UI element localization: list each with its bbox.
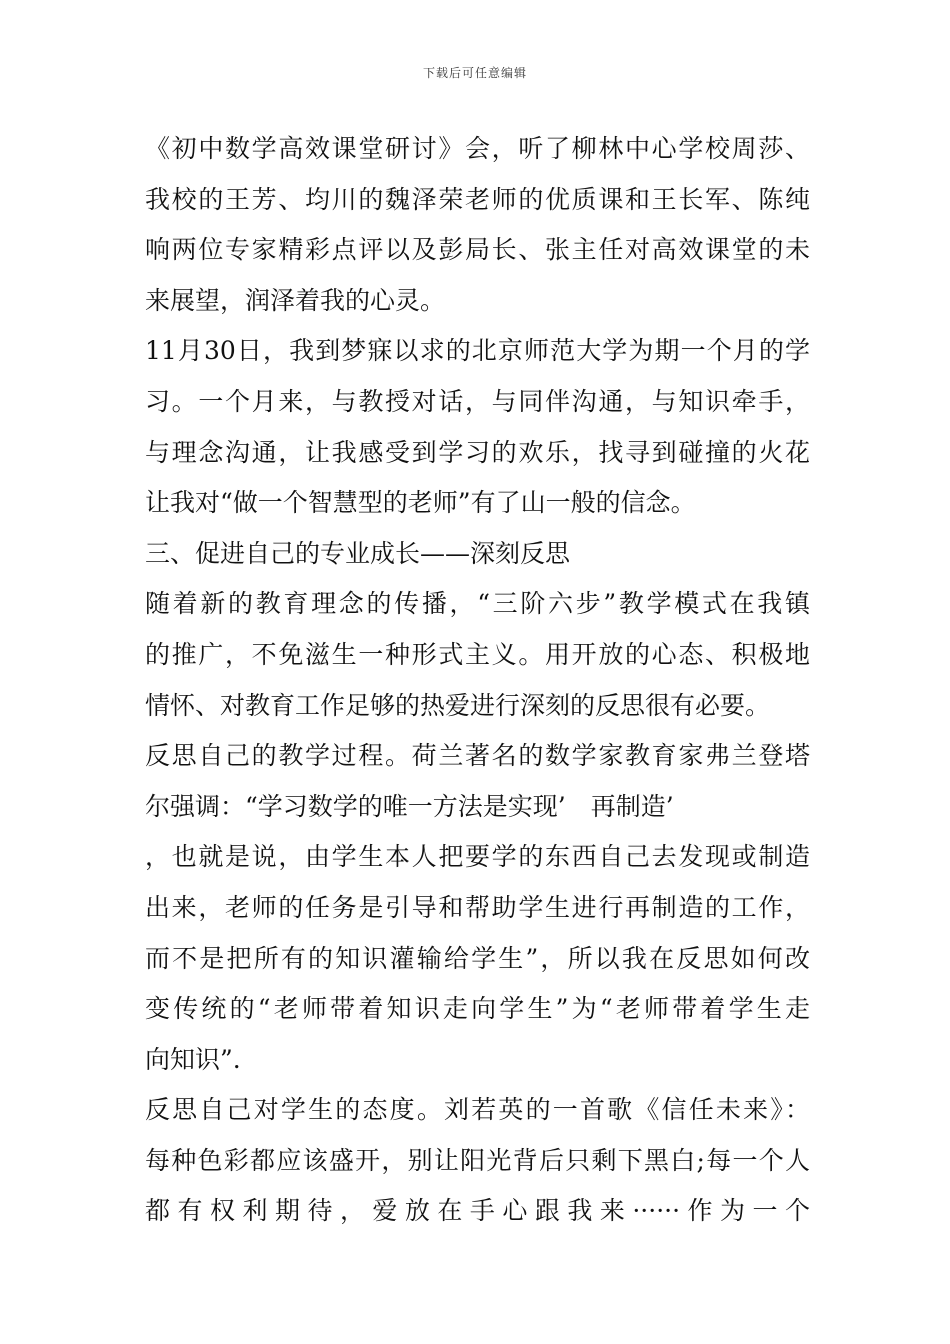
text-line: 出来，老师的任务是引导和帮助学生进行再制造的工作，: [145, 892, 810, 922]
text-line: 尔强调：“学习数学的唯一方法是实现’ 再制造’: [145, 791, 674, 821]
text-line: 反思自己对学生的态度。刘若英的一首歌《信任未来》：: [145, 1095, 810, 1125]
text-line: 11月30日，我到梦寐以求的北京师范大学为期一个月的学: [145, 336, 810, 366]
text-line: 我校的王芳、均川的魏泽荣老师的优质课和王长军、陈纯: [145, 184, 810, 214]
text-line: 每种色彩都应该盛开，别让阳光背后只剩下黑白;每一个人: [145, 1145, 810, 1175]
text-line: 情怀、对教育工作足够的热爱进行深刻的反思很有必要。: [145, 690, 771, 720]
text-line: 的推广，不免滋生一种形式主义。用开放的心态、积极地: [145, 639, 810, 669]
text-line: 让我对“做一个智慧型的老师”有了山一般的信念。: [145, 488, 696, 518]
text-line: 习。一个月来，与教授对话，与同伴沟通，与知识牵手，: [145, 386, 810, 416]
text-line: ，也就是说，由学生本人把要学的东西自己去发现或制造: [145, 842, 810, 872]
page-header: 下载后可任意编辑: [422, 66, 527, 80]
text-line: 与理念沟通，让我感受到学习的欢乐，找寻到碰撞的火花: [145, 437, 810, 467]
text-line: 来展望，润泽着我的心灵。: [145, 285, 446, 315]
text-line: 《初中数学高效课堂研讨》会，听了柳林中心学校周莎、: [145, 134, 810, 163]
text-line: 向知识”.: [145, 1044, 241, 1074]
text-line: 而不是把所有的知识灌输给学生”，所以我在反思如何改: [145, 943, 810, 973]
text-line: 随着新的教育理念的传播，“三阶六步”教学模式在我镇: [145, 589, 810, 619]
text-line: 反思自己的教学过程。荷兰著名的数学家教育家弗兰登塔: [145, 741, 810, 771]
text-line: 变传统的“老师带着知识走向学生”为“老师带着学生走: [145, 994, 810, 1024]
text-line: 响两位专家精彩点评以及彭局长、张主任对高效课堂的未: [145, 235, 810, 265]
document-body: [145, 124, 810, 1237]
section-heading: 三、促进自己的专业成长——深刻反思: [145, 538, 571, 568]
text-line: 都有权利期待，爱放在手心跟我来······作为一个: [145, 1196, 810, 1226]
